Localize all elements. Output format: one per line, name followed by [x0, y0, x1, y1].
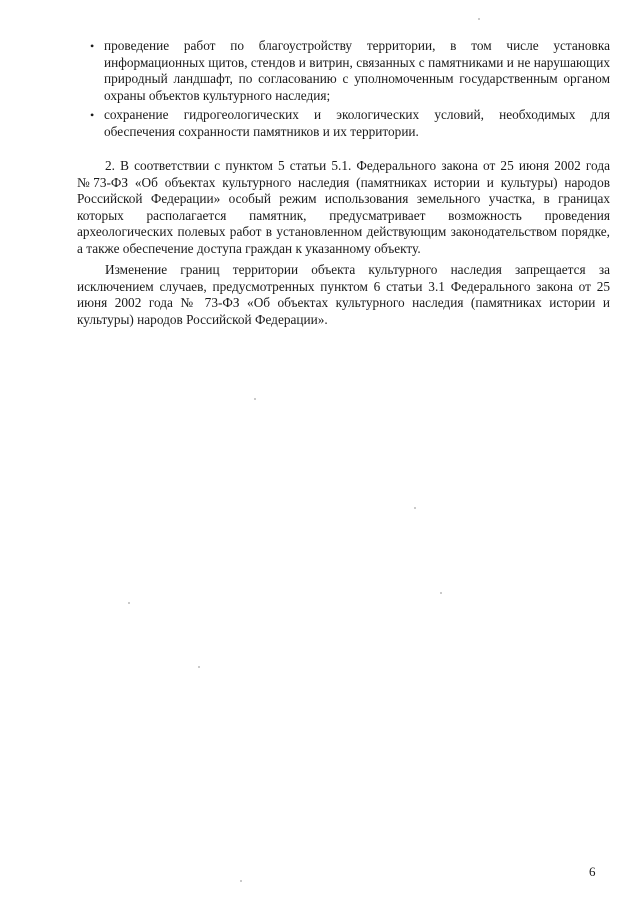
scan-speck — [254, 398, 256, 400]
bullet-icon: • — [90, 39, 95, 53]
list-item — [90, 107, 610, 140]
list-item — [90, 38, 610, 104]
scan-speck — [198, 666, 200, 668]
page-number: 6 — [589, 864, 596, 879]
list-item-text: сохранение гидрогеологических и экологических условий, необходимых для обеспечения сохранности памятников и их территории. — [104, 107, 610, 139]
scan-speck — [478, 18, 480, 20]
bullet-list — [90, 38, 610, 144]
scan-speck — [240, 880, 242, 882]
paragraph-boundary-change: Изменение границ территории объекта культурного наследия запрещается за исключением случаев, предусмотренных пунктом 6 статьи 3.1 Федерального закона от 25 июня 2002 года № 73-ФЗ «Об объектах культурного наследия (памятниках истории и культуры) народов Российской Федерации». — [77, 262, 610, 327]
scan-speck — [440, 592, 442, 594]
bullet-icon: • — [90, 108, 95, 123]
scan-speck — [128, 602, 130, 604]
scan-speck — [414, 507, 416, 509]
list-item-text: проведение работ по благоустройству территории, в том числе установка информационных щитов, стендов и витрин, связанных с памятниками и не нарушающих природный ландшафт, по согласованию с уполномоченным государственным органом охраны объектов культурного наследия; — [104, 38, 610, 103]
paragraph-clause-2: 2. В соответствии с пунктом 5 статьи 5.1. Федерального закона от 25 июня 2002 года №73-ФЗ «Об объектах культурного наследия (памятниках истории и культуры) народов Российской Федерации» особый режим использования земельного участка, в границах которых располагается памятник, предусматривает возможность проведения археологических полевых работ в установленном действующим законодательством порядке, а также обеспечение доступа граждан к указанному объекту. — [77, 158, 610, 256]
